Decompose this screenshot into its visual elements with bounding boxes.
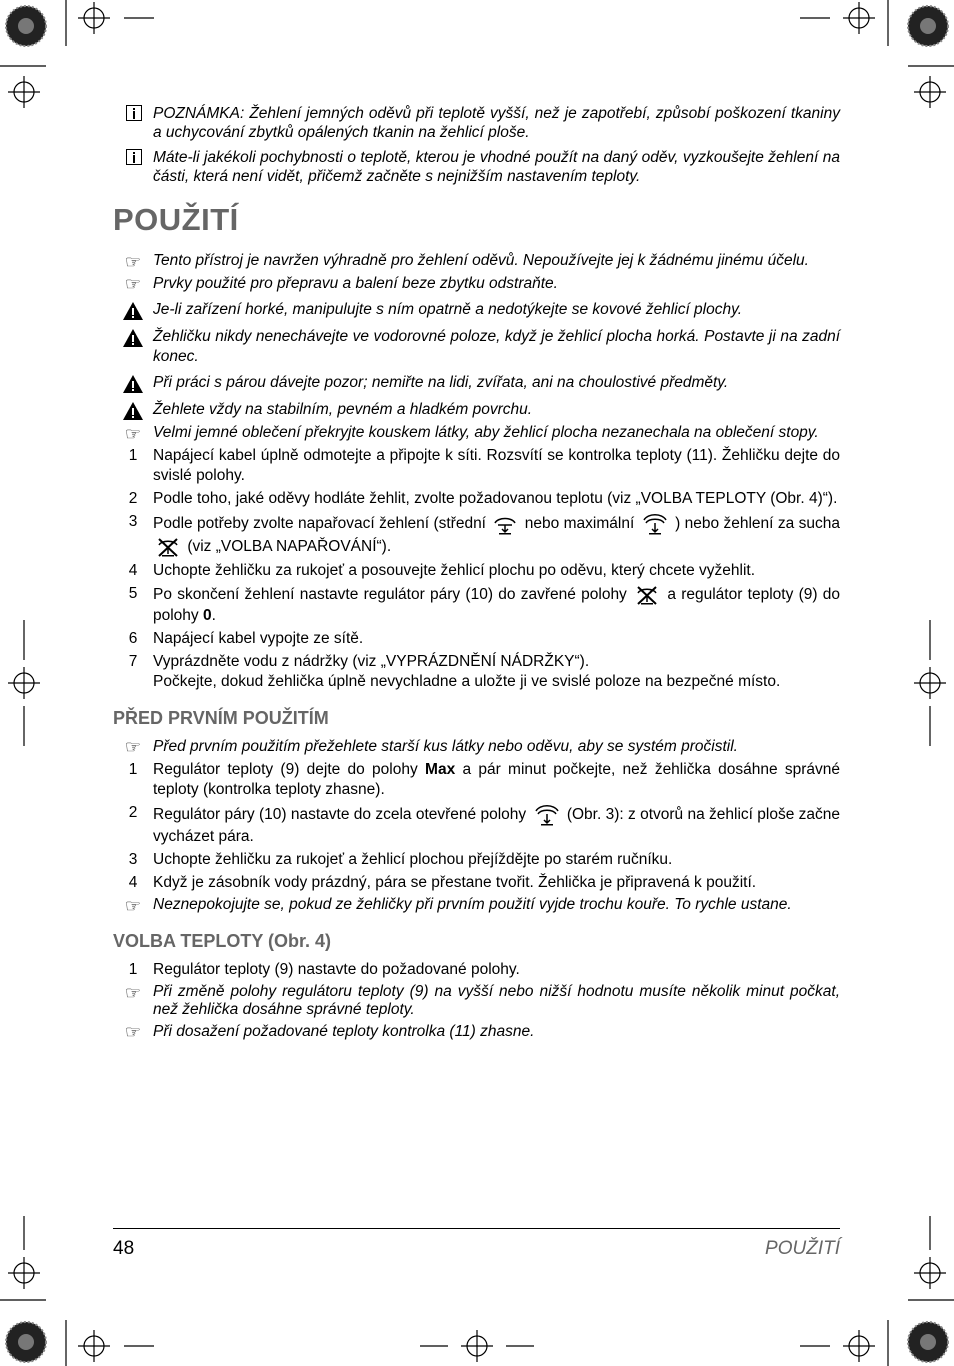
crosshair-mark-left-upper [8, 76, 40, 108]
warning-text: Při práci s párou dávejte pozor; nemiřte na lidi, zvířata, ani na choulostivé předměty. [153, 374, 729, 391]
pointing-hand-icon: ☞ [124, 274, 142, 294]
warning-icon [122, 401, 144, 421]
step-number: 1 [128, 761, 138, 778]
step-number: 6 [128, 630, 138, 647]
step-text-part: (Obr. 3): z otvorů na žehlicí ploše začne vycházet pára. [153, 806, 841, 845]
pointing-hand-icon: ☞ [124, 252, 142, 272]
warning-text: Žehličku nikdy nenechávejte ve vodorovné poloze, když je žehlicí plocha horká. Postavte ji na zadní konec. [153, 328, 840, 365]
star-target-top-left [6, 6, 46, 46]
crosshair-mark-left-mid [8, 667, 40, 699]
info-icon [126, 149, 142, 165]
crosshair-mark-bottom-center [461, 1330, 493, 1362]
step-text: Regulátor teploty (9) nastavte do požadované polohy. [153, 961, 520, 978]
tip-item [113, 896, 840, 915]
step-item [113, 561, 840, 581]
note-text: POZNÁMKA: Žehlení jemných oděvů při teplotě vyšší, než je zapotřebí, způsobí poškození tkaniny a uchycování zbytků opálených tkanin na žehlicí ploše. [153, 105, 840, 141]
warning-item [113, 327, 840, 367]
tip-item [113, 424, 840, 443]
step-text-bold: Max [425, 761, 456, 778]
tip-text: Tento přístroj je navržen výhradně pro žehlení oděvů. Nepoužívejte jej k žádnému jinému účelu. [153, 252, 809, 269]
note-item [113, 104, 840, 142]
warning-item [113, 300, 840, 321]
step-item [113, 803, 840, 847]
step-text-part: Regulátor teploty (9) dejte do polohy [153, 761, 418, 778]
dry-iron-icon [634, 584, 660, 606]
step-item [113, 629, 840, 649]
crosshair-mark-right-mid [914, 667, 946, 699]
step-number: 3 [128, 851, 138, 868]
step-item [113, 446, 840, 486]
step-item [113, 584, 840, 626]
star-target-top-right [908, 6, 948, 46]
section-title: POUŽITÍ [113, 202, 239, 237]
warning-text: Je-li zařízení horké, manipulujte s ním opatrně a nedotýkejte se kovové žehlicí plochy. [153, 301, 743, 318]
step-text: Napájecí kabel úplně odmotejte a připojte k síti. Rozsvítí se kontrolka teploty (11). Žehličku dejte do svislé polohy. [153, 447, 840, 484]
step-text [153, 584, 840, 626]
pointing-hand-icon: ☞ [124, 1022, 142, 1042]
warning-icon [122, 328, 144, 348]
footer-title: POUŽITÍ [765, 1238, 840, 1259]
steam-medium-icon [492, 513, 518, 535]
footer-divider [113, 1228, 840, 1229]
crosshair-mark-bottom-left [78, 1330, 110, 1362]
tip-text: Při dosažení požadované teploty kontrolka (11) zhasne. [153, 1023, 535, 1040]
step-item [113, 873, 840, 893]
step-item [113, 652, 840, 692]
pointing-hand-icon: ☞ [124, 737, 142, 757]
step-text-line: Počkejte, dokud žehlička úplně nevychladne a uložte ji ve svislé poloze na bezpečné místo. [153, 673, 781, 690]
tip-item [113, 1022, 840, 1042]
tip-text: Při změně polohy regulátoru teploty (9) na vyšší nebo nižší hodnotu musíte několik minut počkat, než žehlička dosáhne správné teploty. [153, 983, 840, 1018]
tip-text: Velmi jemné oblečení překryjte kouskem látky, aby žehlicí plocha nezanechala na oblečení stopy. [153, 424, 819, 441]
subsection-title: VOLBA TEPLOTY (Obr. 4) [113, 931, 332, 951]
step-text: Uchopte žehličku za rukojeť a posouvejte žehlicí plochu po oděvu, který chcete vyžehlit. [153, 562, 756, 579]
steam-max-icon [641, 512, 669, 536]
step-text-part: ) nebo žehlení za sucha [675, 515, 840, 533]
tip-item [113, 274, 840, 294]
step-text-part: Regulátor páry (10) nastavte do zcela otevřené polohy [153, 806, 527, 824]
tip-text: Prvky použité pro přepravu a balení beze zbytku odstraňte. [153, 275, 558, 292]
tip-text: Neznepokojujte se, pokud ze žehličky při prvním použití vyjde trochu kouře. To rychle ustane. [153, 896, 792, 913]
tip-item [113, 737, 840, 757]
step-text: Když je zásobník vody prázdný, pára se přestane tvořit. Žehlička je připravená k použití. [153, 874, 757, 891]
tip-item [113, 252, 840, 271]
steam-max-icon [533, 803, 561, 827]
warning-icon [122, 374, 144, 394]
star-target-bottom-right [908, 1322, 948, 1362]
warning-item [113, 400, 840, 421]
step-item [113, 489, 840, 509]
step-text-part: a pár minut počkejte, než žehlička dosáhne správné teploty (kontrolka teploty zhasne). [153, 761, 840, 798]
step-number: 4 [128, 874, 138, 891]
page-number: 48 [113, 1238, 135, 1259]
warning-icon [122, 301, 144, 321]
page-content [113, 104, 840, 1045]
note-item [113, 148, 840, 186]
crosshair-mark-right-upper [914, 76, 946, 108]
step-text [153, 652, 840, 692]
star-target-bottom-left [6, 1322, 46, 1362]
dry-iron-icon [155, 536, 181, 558]
step-item [113, 850, 840, 870]
step-number: 5 [128, 585, 138, 602]
tip-item [113, 983, 840, 1019]
step-text-part: (viz „VOLBA NAPAŘOVÁNÍ“). [187, 538, 392, 556]
crosshair-mark-top-left [78, 2, 110, 34]
step-text: Podle toho, jaké oděvy hodláte žehlit, zvolte požadovanou teplotu (viz „VOLBA TEPLOTY (Obr. 4)“). [153, 490, 838, 507]
pointing-hand-icon: ☞ [124, 424, 142, 444]
step-text-part: nebo maximální [524, 515, 635, 533]
subsection-title: PŘED PRVNÍM POUŽITÍM [113, 708, 329, 728]
warning-item [113, 373, 840, 394]
step-text [153, 803, 840, 847]
note-text: Máte-li jakékoli pochybnosti o teplotě, kterou je vhodné použít na daný oděv, vyzkoušejte žehlení na části, která není vidět, přičemž začněte s nejnižším nastavením teploty. [153, 149, 840, 185]
step-number: 3 [128, 513, 138, 530]
pointing-hand-icon: ☞ [124, 983, 142, 1003]
step-text-line: Vyprázdněte vodu z nádržky (viz „VYPRÁZDNĚNÍ NÁDRŽKY“). [153, 653, 590, 670]
step-text-part: a regulátor teploty (9) do polohy [153, 586, 841, 624]
step-number: 1 [128, 447, 138, 464]
step-number: 7 [128, 653, 138, 670]
step-number: 4 [128, 562, 138, 579]
step-number: 1 [128, 961, 138, 978]
crosshair-mark-bottom-right [843, 1330, 875, 1362]
step-text-part: . [211, 607, 216, 624]
step-number: 2 [128, 804, 138, 821]
info-icon [126, 105, 142, 121]
step-text-part: Po skončení žehlení nastavte regulátor páry (10) do zavřené polohy [153, 586, 627, 604]
crosshair-mark-top-right [843, 2, 875, 34]
warning-text: Žehlete vždy na stabilním, pevném a hladkém povrchu. [153, 401, 533, 418]
crosshair-mark-right-lower [914, 1257, 946, 1289]
crosshair-mark-left-lower [8, 1257, 40, 1289]
step-text [153, 512, 840, 558]
step-number: 2 [128, 490, 138, 507]
step-item [113, 512, 840, 558]
step-text-bold: 0 [203, 607, 212, 624]
tip-text: Před prvním použitím přežehlete starší kus látky nebo oděvu, aby se systém pročistil. [153, 738, 738, 755]
pointing-hand-icon: ☞ [124, 896, 142, 916]
step-text: Napájecí kabel vypojte ze sítě. [153, 630, 364, 647]
step-item [113, 960, 840, 980]
step-item [113, 760, 840, 800]
step-text: Uchopte žehličku za rukojeť a žehlicí plochou přejíždějte po starém ručníku. [153, 851, 673, 868]
step-text-part: Podle potřeby zvolte napařovací žehlení (střední [153, 515, 486, 533]
step-text [153, 760, 840, 800]
